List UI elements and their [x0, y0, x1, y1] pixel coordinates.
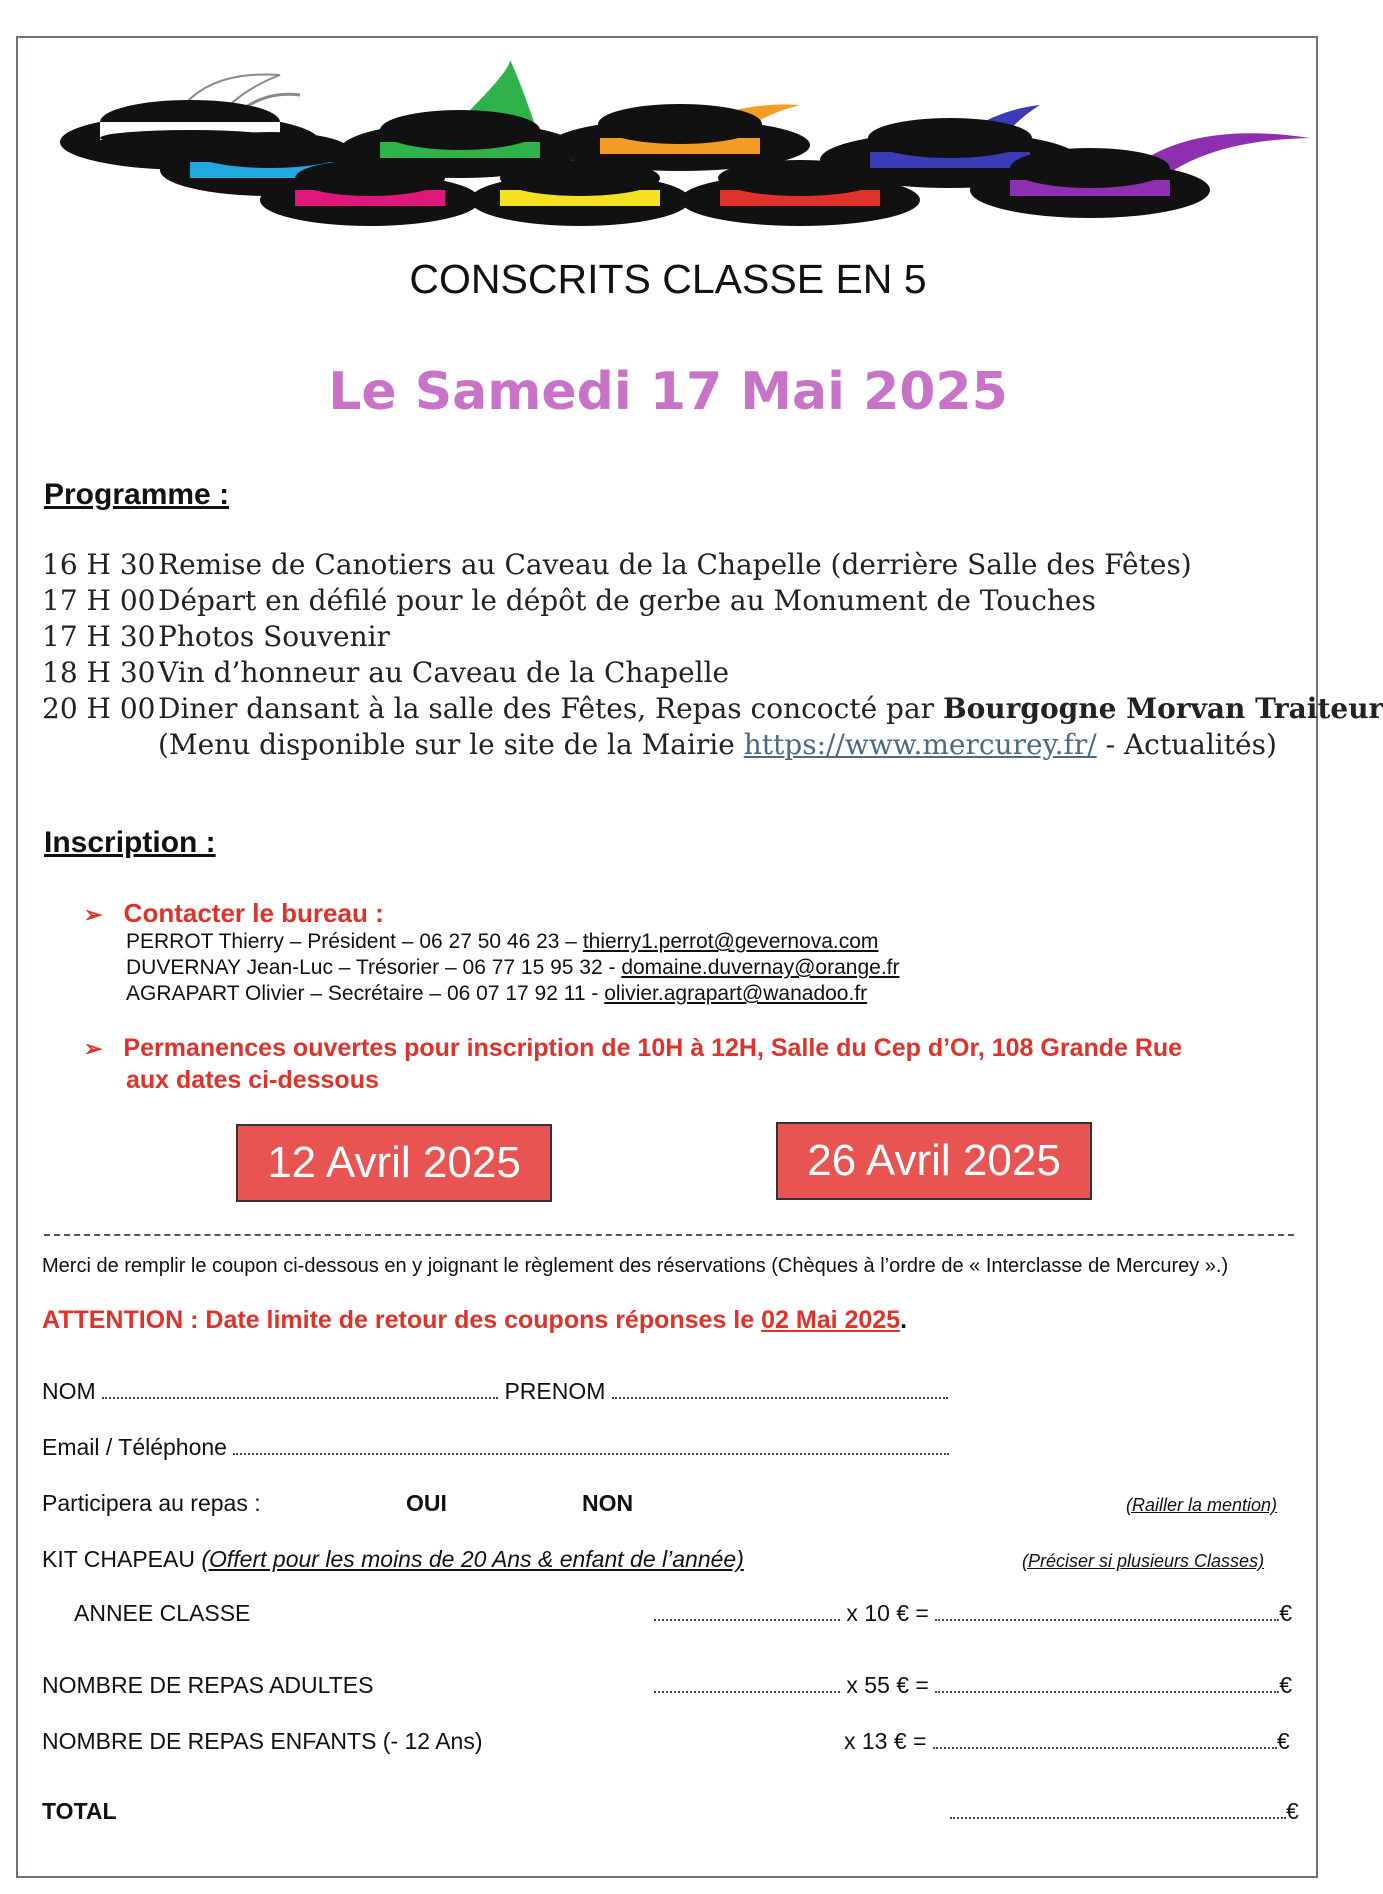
email-label: Email / Téléphone: [42, 1434, 227, 1460]
deadline-notice: ATTENTION : Date limite de retour des coupons réponses le 02 Mai 2025.: [42, 1306, 908, 1334]
nom-prenom-row: [42, 1378, 948, 1405]
nom-label: NOM: [42, 1378, 96, 1404]
permanences-line2: aux dates ci-dessous: [126, 1066, 379, 1094]
programme-item: 17 H 00Départ en défilé pour le dépôt de gerbe au Monument de Touches: [42, 584, 1096, 617]
coupon-instructions: Merci de remplir le coupon ci-dessous en y joignant le règlement des réservations (Chèques à l’ordre de « Interclasse de Mercurey ».): [42, 1255, 1229, 1277]
programme-item: 16 H 30Remise de Canotiers au Caveau de la Chapelle (derrière Salle des Fêtes): [42, 548, 1192, 581]
total-field[interactable]: [950, 1817, 1286, 1819]
annee-classe-calc: x 10 € = €: [654, 1600, 1292, 1627]
programme-heading: Programme :: [44, 478, 230, 511]
repas-label: Participera au repas :: [42, 1490, 261, 1516]
mairie-link[interactable]: https://www.mercurey.fr/: [743, 728, 1097, 761]
arrow-bullet-icon: ➢: [84, 1036, 103, 1061]
kit-chapeau-row: KIT CHAPEAU (Offert pour les moins de 20 Ans & enfant de l’année): [42, 1546, 744, 1572]
inscription-heading: Inscription :: [44, 826, 216, 859]
repas-adultes-total-field[interactable]: [935, 1691, 1279, 1693]
annee-classe-label: ANNEE CLASSE: [74, 1600, 251, 1626]
page-title: CONSCRITS CLASSE EN 5: [409, 256, 927, 302]
preciser-note: (Préciser si plusieurs Classes): [1022, 1551, 1265, 1571]
caterer-name: Bourgogne Morvan Traiteur: [942, 692, 1383, 725]
hats-banner: [40, 50, 1320, 240]
contact-email[interactable]: olivier.agrapart@wanadoo.fr: [604, 982, 868, 1005]
contact-row: AGRAPART Olivier – Secrétaire – 06 07 17 92 11 - olivier.agrapart@wanadoo.fr: [126, 982, 868, 1005]
cut-line: [44, 1234, 1294, 1236]
repas-adultes-calc: x 55 € = €: [654, 1672, 1292, 1699]
repas-adultes-label: NOMBRE DE REPAS ADULTES: [42, 1672, 374, 1698]
repas-enfants-total-field[interactable]: [933, 1747, 1277, 1749]
date-box-2: 26 Avril 2025: [776, 1122, 1092, 1200]
railler-note: (Railler la mention): [1126, 1495, 1278, 1515]
programme-item: 20 H 00Diner dansant à la salle des Fêtes, Repas concocté par Bourgogne Morvan Traiteur: [42, 692, 1383, 725]
email-field[interactable]: [233, 1453, 949, 1455]
programme-item-menu: (Menu disponible sur le site de la Mairie https://www.mercurey.fr/ - Actualités): [158, 728, 1277, 761]
event-date: Le Samedi 17 Mai 2025: [328, 362, 1008, 422]
programme-item: 18 H 30Vin d’honneur au Caveau de la Chapelle: [42, 656, 730, 689]
contact-email[interactable]: domaine.duvernay@orange.fr: [621, 956, 900, 979]
total-calc: €: [950, 1798, 1299, 1825]
repas-enfants-label: NOMBRE DE REPAS ENFANTS (- 12 Ans): [42, 1728, 483, 1754]
contact-email[interactable]: thierry1.perrot@gevernova.com: [582, 930, 879, 953]
contact-bureau: ➢ Contacter le bureau :: [84, 898, 384, 928]
permanences: ➢ Permanences ouvertes pour inscription de 10H à 12H, Salle du Cep d’Or, 108 Grande Rue: [84, 1034, 1183, 1062]
prenom-field[interactable]: [612, 1397, 948, 1399]
annee-classe-field[interactable]: [654, 1619, 840, 1621]
programme-item: 17 H 30Photos Souvenir: [42, 620, 390, 653]
date-box-1: 12 Avril 2025: [236, 1124, 552, 1202]
annee-classe-total-field[interactable]: [935, 1619, 1279, 1621]
contact-row: PERROT Thierry – Président – 06 27 50 46 23 – thierry1.perrot@gevernova.com: [126, 930, 879, 953]
arrow-bullet-icon: ➢: [84, 902, 103, 927]
repas-enfants-calc: x 13 € = €: [844, 1728, 1290, 1754]
prenom-label: PRENOM: [504, 1378, 606, 1404]
repas-adultes-field[interactable]: [654, 1691, 840, 1693]
oui-option[interactable]: OUI: [406, 1490, 447, 1516]
nom-field[interactable]: [102, 1397, 498, 1399]
total-label: TOTAL: [42, 1798, 117, 1824]
non-option[interactable]: NON: [582, 1490, 634, 1516]
contact-row: DUVERNAY Jean-Luc – Trésorier – 06 77 15 95 32 - domaine.duvernay@orange.fr: [126, 956, 900, 979]
email-row: [42, 1434, 949, 1461]
